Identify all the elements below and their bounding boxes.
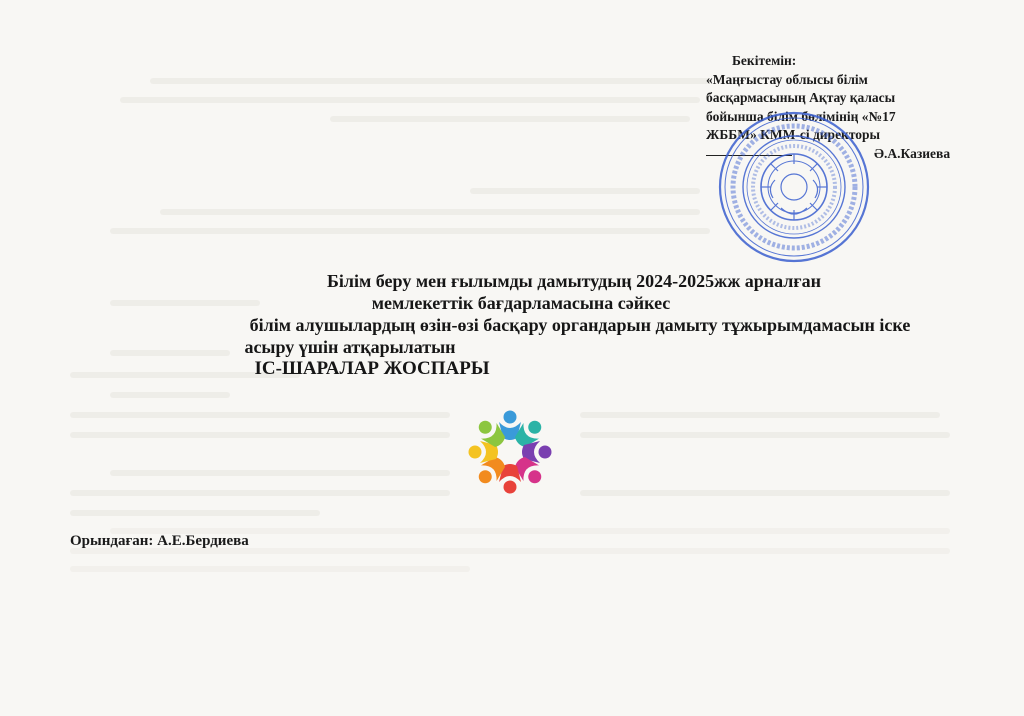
title-line-4: асыру үшін атқарылатын [244,337,456,357]
signature-name: Ә.А.Казиева [874,145,951,161]
document-title [120,270,960,380]
title-line-1: Білім беру мен ғылымды дамытудың 2024-2025жж арналған [327,271,821,291]
author-line: Орындаған: А.Е.Бердиева [70,533,249,549]
approval-line-1: «Маңғыстау облысы білім [706,71,868,87]
approval-heading: Бекітемін: [732,53,797,68]
approval-line-4: ЖББМ» КММ-сі директоры [706,127,881,142]
approval-line-3: бойынша білім бөлімінің «№17 [706,108,896,124]
approval-line-2: басқармасының Ақтау қаласы [706,90,896,105]
title-line-3: білім алушылардың өзін-өзі басқару органдарын дамыту тұжырымдамасын іске [249,315,911,335]
title-line-5: ІС-ШАРАЛАР ЖОСПАРЫ [254,358,490,379]
people-circle-logo [455,405,565,500]
title-line-2: мемлекеттік бағдарламасына сәйкес [371,293,671,313]
official-seal-stamp [715,108,873,266]
